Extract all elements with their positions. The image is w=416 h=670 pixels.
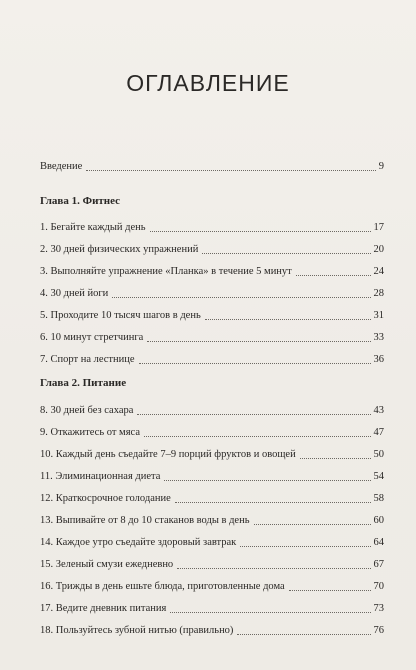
toc-entry[interactable]: [40, 488, 384, 506]
toc-entry-page: 31: [373, 310, 384, 321]
toc-entry[interactable]: [40, 532, 384, 550]
toc-entry-page: 64: [373, 537, 384, 548]
toc-entry-label: 16. Трижды в день ешьте блюда, приготовленные дома: [40, 581, 285, 592]
dot-leader: [205, 319, 371, 320]
toc-entry-label: 5. Проходите 10 тысяч шагов в день: [40, 310, 201, 321]
dot-leader: [289, 590, 371, 591]
toc-entry-label: 10. Каждый день съедайте 7–9 порций фруктов и овощей: [40, 449, 296, 460]
dot-leader: [254, 524, 371, 525]
toc-entry[interactable]: [40, 261, 384, 279]
toc-entry-label: 13. Выпивайте от 8 до 10 стаканов воды в день: [40, 515, 250, 526]
toc-entry-page: 58: [373, 493, 384, 504]
toc-entry-label: 18. Пользуйтесь зубной нитью (правильно): [40, 625, 234, 636]
toc-entry[interactable]: [40, 283, 384, 301]
dot-leader: [175, 502, 371, 503]
toc-entry[interactable]: [40, 576, 384, 594]
toc-entry-label: 15. Зеленый смузи ежедневно: [40, 559, 174, 570]
toc-entry-label: 14. Каждое утро съедайте здоровый завтрак: [40, 537, 237, 548]
toc-entry[interactable]: [40, 444, 384, 462]
chapter-heading: Глава 2. Питание: [40, 377, 127, 389]
dot-leader: [139, 363, 371, 364]
dot-leader: [202, 253, 370, 254]
toc-entry-label: 2. 30 дней физических упражнений: [40, 244, 199, 255]
dot-leader: [144, 436, 371, 437]
dot-leader: [296, 275, 371, 276]
dot-leader: [150, 231, 371, 232]
toc-entry[interactable]: [40, 466, 384, 484]
toc-entry[interactable]: [40, 422, 384, 440]
toc-entry-label: 12. Краткосрочное голодание: [40, 493, 171, 504]
toc-entry[interactable]: [40, 305, 384, 323]
toc-entry-label: 17. Ведите дневник питания: [40, 603, 167, 614]
toc-entry-page: 50: [373, 449, 384, 460]
toc-entry-page: 76: [373, 625, 384, 636]
dot-leader: [177, 568, 370, 569]
toc-entry-page: 43: [373, 405, 384, 416]
toc-entry-page: 20: [373, 244, 384, 255]
toc-entry-page: 73: [373, 603, 384, 614]
toc-entry-page: 47: [373, 427, 384, 438]
toc-entry-page: 24: [373, 266, 384, 277]
toc-entry-page: 70: [373, 581, 384, 592]
toc-entry-label: 9. Откажитесь от мяса: [40, 427, 140, 438]
toc-entry-page: 36: [373, 354, 384, 365]
dot-leader: [164, 480, 370, 481]
toc-entry-label: 11. Элиминационная диета: [40, 471, 161, 482]
toc-entry[interactable]: [40, 598, 384, 616]
toc-entry-page: 60: [373, 515, 384, 526]
toc-entry-page: 17: [373, 222, 384, 233]
page-title: ОГЛАВЛЕНИЕ: [126, 70, 290, 96]
toc-entry-label: 1. Бегайте каждый день: [40, 222, 146, 233]
toc-entry-label: 6. 10 минут стретчинга: [40, 332, 144, 343]
toc-entry[interactable]: [40, 217, 384, 235]
toc-entry-page: 33: [373, 332, 384, 343]
dot-leader: [112, 297, 370, 298]
toc-entry-label: 8. 30 дней без сахара: [40, 405, 134, 416]
toc-entry-label: 4. 30 дней йоги: [40, 288, 109, 299]
toc-entry-page: 28: [373, 288, 384, 299]
chapter-heading: Глава 1. Фитнес: [40, 195, 121, 207]
dot-leader: [300, 458, 371, 459]
toc-entry-page: 54: [373, 471, 384, 482]
toc-entry-label: 3. Выполняйте упражнение «Планка» в течение 5 минут: [40, 266, 292, 277]
toc-entry[interactable]: [40, 510, 384, 528]
toc-entry-label: Введение: [40, 161, 83, 172]
dot-leader: [237, 634, 370, 635]
toc-entry-page: 9: [378, 161, 384, 172]
toc-entry[interactable]: [40, 239, 384, 257]
dot-leader: [137, 414, 370, 415]
toc-entry[interactable]: [40, 554, 384, 572]
dot-leader: [240, 546, 370, 547]
toc-entry[interactable]: [40, 349, 384, 367]
toc-entry[interactable]: [40, 620, 384, 638]
toc-entry[interactable]: [40, 327, 384, 345]
toc-entry-page: 67: [373, 559, 384, 570]
toc-entry-label: 7. Спорт на лестнице: [40, 354, 135, 365]
toc-entry-intro[interactable]: [40, 156, 384, 174]
dot-leader: [170, 612, 370, 613]
dot-leader: [147, 341, 370, 342]
toc-entry[interactable]: [40, 400, 384, 418]
dot-leader: [86, 170, 375, 171]
